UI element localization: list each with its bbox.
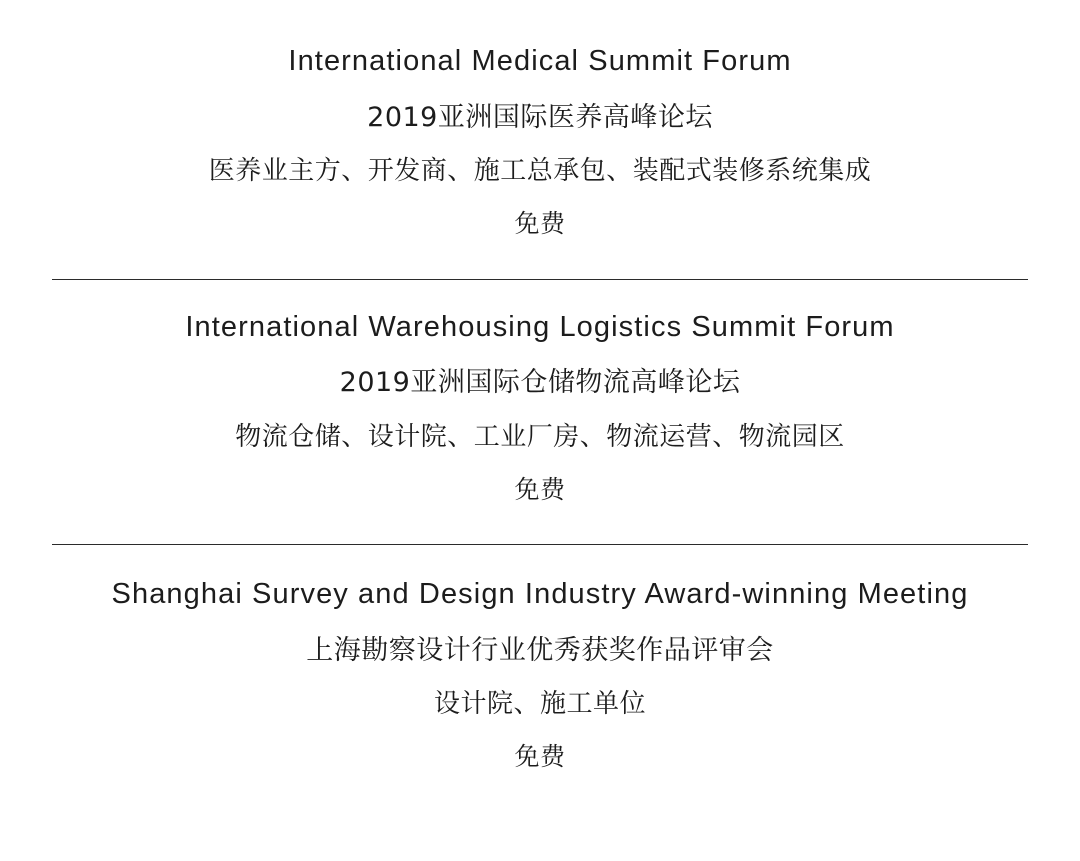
forum-title-cn: 2019亚洲国际医养高峰论坛: [367, 101, 713, 133]
forum-title-cn: 上海勘察设计行业优秀获奖作品评审会: [306, 634, 774, 666]
forum-section-logistics: [0, 280, 1080, 509]
forum-price-cn: 免费: [514, 742, 566, 771]
forum-audience-cn: 设计院、施工单位: [433, 689, 646, 719]
forum-audience-cn: 物流仓储、设计院、工业厂房、物流运营、物流园区: [235, 421, 845, 452]
forum-title-en: Shanghai Survey and Design Industry Award-winning Meeting: [111, 578, 969, 610]
forum-title-en: International Medical Summit Forum: [288, 45, 792, 77]
forum-title-cn: 2019亚洲国际仓储物流高峰论坛: [339, 367, 741, 398]
forum-price-cn: 免费: [514, 209, 566, 238]
forum-section-medical: [0, 0, 1080, 243]
forum-audience-cn: 医养业主方、开发商、施工总承包、装配式装修系统集成: [208, 156, 872, 186]
forum-price-cn: 免费: [514, 474, 566, 504]
forum-section-design-award: [0, 545, 1080, 776]
forum-title-en: International Warehousing Logistics Summit Forum: [185, 310, 895, 343]
